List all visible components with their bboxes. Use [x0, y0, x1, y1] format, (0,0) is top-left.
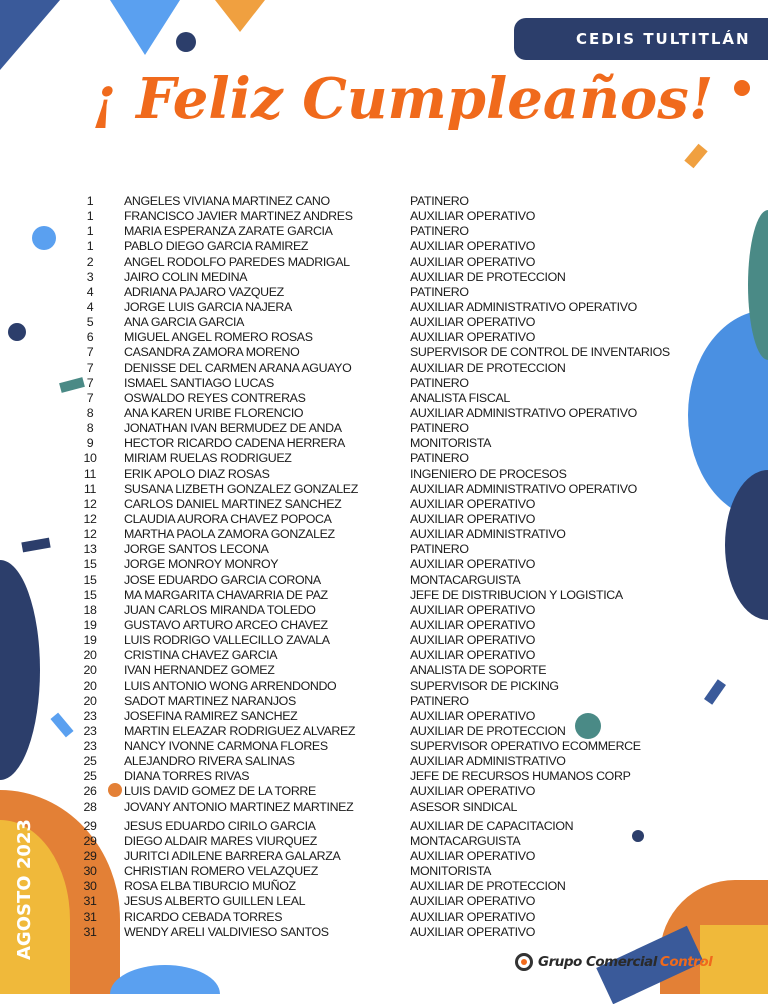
list-item: [0, 209, 768, 224]
list-item: [0, 467, 768, 482]
confetti-triangle: [110, 0, 180, 55]
birthday-day: 29: [83, 849, 97, 864]
employee-name: ERIK APOLO DIAZ ROSAS: [124, 466, 270, 481]
birthday-day: 18: [83, 602, 97, 617]
birthday-day: 12: [83, 527, 97, 542]
employee-name: LUIS RODRIGO VALLECILLO ZAVALA: [124, 633, 330, 648]
list-item: [0, 910, 768, 925]
employee-name: GUSTAVO ARTURO ARCEO CHAVEZ: [124, 617, 328, 632]
birthday-day: 15: [83, 587, 97, 602]
employee-position: PATINERO: [410, 224, 469, 239]
employee-name: JESUS EDUARDO CIRILO GARCIA: [124, 818, 316, 833]
employee-position: AUXILIAR ADMINISTRATIVO: [410, 754, 566, 769]
employee-position: JEFE DE DISTRIBUCION Y LOGISTICA: [410, 587, 623, 602]
list-item: [0, 864, 768, 879]
employee-position: AUXILIAR ADMINISTRATIVO OPERATIVO: [410, 405, 637, 420]
birthday-list: [0, 194, 768, 940]
employee-position: AUXILIAR DE PROTECCION: [410, 269, 566, 284]
employee-position: PATINERO: [410, 375, 469, 390]
balloon-blue-bottom: [110, 965, 220, 994]
list-item: [0, 330, 768, 345]
birthday-day: 28: [83, 799, 97, 814]
employee-position: AUXILIAR OPERATIVO: [410, 315, 535, 330]
employee-name: LUIS ANTONIO WONG ARRENDONDO: [124, 678, 337, 693]
employee-position: AUXILIAR OPERATIVO: [410, 496, 535, 511]
birthday-day: 11: [83, 466, 97, 481]
employee-name: CHRISTIAN ROMERO VELAZQUEZ: [124, 864, 318, 879]
list-item: [0, 557, 768, 572]
employee-name: CARLOS DANIEL MARTINEZ SANCHEZ: [124, 496, 342, 511]
employee-name: CRISTINA CHAVEZ GARCIA: [124, 648, 278, 663]
employee-name: JURITCI ADILENE BARRERA GALARZA: [124, 849, 341, 864]
employee-name: IVAN HERNANDEZ GOMEZ: [124, 663, 275, 678]
logo-text: Grupo Comercial: [538, 954, 657, 970]
list-item: [0, 406, 768, 421]
employee-position: AUXILIAR OPERATIVO: [410, 784, 535, 799]
list-item: [0, 512, 768, 527]
employee-position: MONTACARGUISTA: [410, 833, 521, 848]
birthday-day: 9: [86, 436, 94, 451]
employee-position: JEFE DE RECURSOS HUMANOS CORP: [410, 769, 631, 784]
list-item: [0, 633, 768, 648]
list-item: [0, 497, 768, 512]
list-item: [0, 255, 768, 270]
employee-name: HECTOR RICARDO CADENA HERRERA: [124, 436, 345, 451]
birthday-day: 15: [83, 572, 97, 587]
birthday-day: 1: [86, 224, 94, 239]
birthday-day: 1: [86, 209, 94, 224]
list-item: [0, 849, 768, 864]
employee-name: JESUS ALBERTO GUILLEN LEAL: [124, 894, 306, 909]
confetti-dot: [176, 32, 196, 52]
birthday-day: 19: [83, 617, 97, 632]
employee-name: ANA KAREN URIBE FLORENCIO: [124, 405, 304, 420]
list-item: [0, 542, 768, 557]
list-item: [0, 391, 768, 406]
employee-position: AUXILIAR ADMINISTRATIVO OPERATIVO: [410, 481, 637, 496]
birthday-day: 13: [83, 542, 97, 557]
logo-target-icon: [515, 953, 533, 971]
list-item: [0, 618, 768, 633]
birthday-day: 29: [83, 833, 97, 848]
employee-position: SUPERVISOR DE CONTROL DE INVENTARIOS: [410, 345, 670, 360]
list-item: [0, 800, 768, 815]
list-item: [0, 421, 768, 436]
employee-position: PATINERO: [410, 451, 469, 466]
birthday-day: 25: [83, 769, 97, 784]
birthday-day: 6: [86, 330, 94, 345]
employee-position: INGENIERO DE PROCESOS: [410, 466, 567, 481]
employee-name: JORGE MONROY MONROY: [124, 557, 279, 572]
birthday-day: 1: [86, 194, 94, 208]
company-logo: [515, 953, 712, 971]
employee-name: DENISSE DEL CARMEN ARANA AGUAYO: [124, 360, 352, 375]
birthday-day: 5: [86, 315, 94, 330]
employee-position: AUXILIAR DE PROTECCION: [410, 723, 566, 738]
list-item: [0, 224, 768, 239]
employee-position: AUXILIAR OPERATIVO: [410, 708, 535, 723]
employee-position: MONTACARGUISTA: [410, 572, 521, 587]
employee-position: PATINERO: [410, 284, 469, 299]
employee-name: MARTIN ELEAZAR RODRIGUEZ ALVAREZ: [124, 723, 356, 738]
employee-name: JONATHAN IVAN BERMUDEZ DE ANDA: [124, 421, 342, 436]
employee-position: AUXILIAR OPERATIVO: [410, 894, 535, 909]
birthday-day: 30: [83, 879, 97, 894]
logo-text-accent: Control: [659, 954, 713, 970]
employee-position: MONITORISTA: [410, 436, 492, 451]
birthday-day: 31: [83, 894, 97, 909]
list-item: [0, 270, 768, 285]
confetti-strip: [684, 144, 707, 169]
location-badge: [514, 18, 768, 60]
employee-position: AUXILIAR OPERATIVO: [410, 330, 535, 345]
month-label: AGOSTO 2023: [14, 819, 35, 960]
birthday-day: 3: [86, 269, 94, 284]
employee-position: ANALISTA DE SOPORTE: [410, 663, 547, 678]
employee-position: AUXILIAR ADMINISTRATIVO: [410, 527, 566, 542]
birthday-day: 10: [83, 451, 97, 466]
birthday-day: 23: [83, 739, 97, 754]
list-item: [0, 819, 768, 834]
employee-position: AUXILIAR OPERATIVO: [410, 633, 535, 648]
employee-name: MARIA ESPERANZA ZARATE GARCIA: [124, 224, 333, 239]
birthday-day: 4: [86, 299, 94, 314]
employee-position: AUXILIAR OPERATIVO: [410, 239, 535, 254]
employee-name: JORGE SANTOS LECONA: [124, 542, 269, 557]
confetti-triangle: [0, 0, 60, 70]
employee-name: ROSA ELBA TIBURCIO MUÑOZ: [124, 879, 296, 894]
list-item: [0, 285, 768, 300]
employee-position: AUXILIAR OPERATIVO: [410, 909, 535, 924]
list-item: [0, 724, 768, 739]
list-item: [0, 573, 768, 588]
birthday-day: 20: [83, 648, 97, 663]
employee-name: WENDY ARELI VALDIVIESO SANTOS: [124, 924, 329, 939]
employee-name: DIANA TORRES RIVAS: [124, 769, 250, 784]
list-item: [0, 194, 768, 209]
employee-position: AUXILIAR OPERATIVO: [410, 511, 535, 526]
birthday-day: 23: [83, 708, 97, 723]
list-item: [0, 300, 768, 315]
employee-position: AUXILIAR OPERATIVO: [410, 849, 535, 864]
list-item: [0, 769, 768, 784]
list-item: [0, 376, 768, 391]
page-title: ¡ Feliz Cumpleaños!: [92, 66, 714, 132]
employee-position: AUXILIAR DE PROTECCION: [410, 879, 566, 894]
employee-position: AUXILIAR OPERATIVO: [410, 617, 535, 632]
location-label: CEDIS TULTITLÁN: [576, 30, 751, 48]
list-item: [0, 239, 768, 254]
list-item: [0, 739, 768, 754]
employee-name: CLAUDIA AURORA CHAVEZ POPOCA: [124, 511, 332, 526]
employee-position: AUXILIAR OPERATIVO: [410, 648, 535, 663]
list-item: [0, 894, 768, 909]
employee-name: SADOT MARTINEZ NARANJOS: [124, 693, 296, 708]
birthday-day: 4: [86, 284, 94, 299]
employee-name: JOVANY ANTONIO MARTINEZ MARTINEZ: [124, 799, 354, 814]
employee-name: RICARDO CEBADA TORRES: [124, 909, 283, 924]
birthday-day: 7: [86, 390, 94, 405]
birthday-day: 12: [83, 511, 97, 526]
employee-name: FRANCISCO JAVIER MARTINEZ ANDRES: [124, 209, 353, 224]
employee-name: JOSEFINA RAMIREZ SANCHEZ: [124, 708, 298, 723]
birthday-day: 7: [86, 375, 94, 390]
employee-position: AUXILIAR OPERATIVO: [410, 209, 535, 224]
employee-position: PATINERO: [410, 194, 469, 208]
birthday-day: 7: [86, 345, 94, 360]
employee-position: PATINERO: [410, 421, 469, 436]
list-item: [0, 694, 768, 709]
birthday-day: 7: [86, 360, 94, 375]
birthday-day: 2: [86, 254, 94, 269]
employee-name: OSWALDO REYES CONTRERAS: [124, 390, 306, 405]
employee-name: MIRIAM RUELAS RODRIGUEZ: [124, 451, 292, 466]
list-item: [0, 482, 768, 497]
birthday-day: 25: [83, 754, 97, 769]
employee-position: AUXILIAR OPERATIVO: [410, 557, 535, 572]
list-item: [0, 345, 768, 360]
list-item: [0, 315, 768, 330]
employee-position: ASESOR SINDICAL: [410, 799, 517, 814]
employee-name: MIGUEL ANGEL ROMERO ROSAS: [124, 330, 313, 345]
list-item: [0, 603, 768, 618]
employee-name: JUAN CARLOS MIRANDA TOLEDO: [124, 602, 316, 617]
list-item: [0, 436, 768, 451]
list-item: [0, 709, 768, 724]
employee-position: SUPERVISOR DE PICKING: [410, 678, 559, 693]
employee-position: AUXILIAR OPERATIVO: [410, 602, 535, 617]
birthday-day: 15: [83, 557, 97, 572]
employee-name: JAIRO COLIN MEDINA: [124, 269, 248, 284]
employee-name: ANGELES VIVIANA MARTINEZ CANO: [124, 194, 330, 208]
birthday-day: 29: [83, 818, 97, 833]
birthday-day: 30: [83, 864, 97, 879]
birthday-day: 31: [83, 909, 97, 924]
list-item: [0, 879, 768, 894]
employee-name: MARTHA PAOLA ZAMORA GONZALEZ: [124, 527, 335, 542]
employee-position: AUXILIAR DE CAPACITACION: [410, 818, 574, 833]
list-item: [0, 527, 768, 542]
birthday-day: 20: [83, 663, 97, 678]
employee-name: SUSANA LIZBETH GONZALEZ GONZALEZ: [124, 481, 358, 496]
list-item: [0, 679, 768, 694]
employee-name: DIEGO ALDAIR MARES VIURQUEZ: [124, 833, 317, 848]
list-item: [0, 754, 768, 769]
confetti-dot: [734, 80, 750, 96]
employee-name: JORGE LUIS GARCIA NAJERA: [124, 299, 292, 314]
employee-position: ANALISTA FISCAL: [410, 390, 510, 405]
list-item: [0, 925, 768, 940]
birthday-day: 8: [86, 421, 94, 436]
birthday-day: 8: [86, 405, 94, 420]
employee-position: MONITORISTA: [410, 864, 492, 879]
employee-name: PABLO DIEGO GARCIA RAMIREZ: [124, 239, 309, 254]
employee-name: MA MARGARITA CHAVARRIA DE PAZ: [124, 587, 328, 602]
birthday-day: 26: [83, 784, 97, 799]
employee-name: ADRIANA PAJARO VAZQUEZ: [124, 284, 284, 299]
birthday-day: 12: [83, 496, 97, 511]
birthday-day: 20: [83, 678, 97, 693]
employee-name: NANCY IVONNE CARMONA FLORES: [124, 739, 328, 754]
birthday-day: 23: [83, 723, 97, 738]
employee-position: PATINERO: [410, 693, 469, 708]
list-item: [0, 834, 768, 849]
list-item: [0, 663, 768, 678]
employee-position: AUXILIAR OPERATIVO: [410, 924, 535, 939]
employee-name: ALEJANDRO RIVERA SALINAS: [124, 754, 295, 769]
employee-position: SUPERVISOR OPERATIVO ECOMMERCE: [410, 739, 641, 754]
employee-position: AUXILIAR OPERATIVO: [410, 254, 535, 269]
employee-name: ANGEL RODOLFO PAREDES MADRIGAL: [124, 254, 350, 269]
birthday-day: 31: [83, 924, 97, 939]
birthday-day: 11: [83, 481, 97, 496]
confetti-triangle: [215, 0, 265, 32]
employee-name: CASANDRA ZAMORA MORENO: [124, 345, 300, 360]
employee-name: JOSE EDUARDO GARCIA CORONA: [124, 572, 321, 587]
birthday-day: 1: [86, 239, 94, 254]
list-item: [0, 784, 768, 799]
employee-name: LUIS DAVID GOMEZ DE LA TORRE: [124, 784, 316, 799]
list-item: [0, 648, 768, 663]
birthday-day: 19: [83, 633, 97, 648]
birthday-day: 20: [83, 693, 97, 708]
list-item: [0, 361, 768, 376]
list-item: [0, 588, 768, 603]
employee-position: PATINERO: [410, 542, 469, 557]
employee-name: ANA GARCIA GARCIA: [124, 315, 245, 330]
employee-position: AUXILIAR DE PROTECCION: [410, 360, 566, 375]
employee-position: AUXILIAR ADMINISTRATIVO OPERATIVO: [410, 299, 637, 314]
employee-name: ISMAEL SANTIAGO LUCAS: [124, 375, 274, 390]
list-item: [0, 451, 768, 466]
